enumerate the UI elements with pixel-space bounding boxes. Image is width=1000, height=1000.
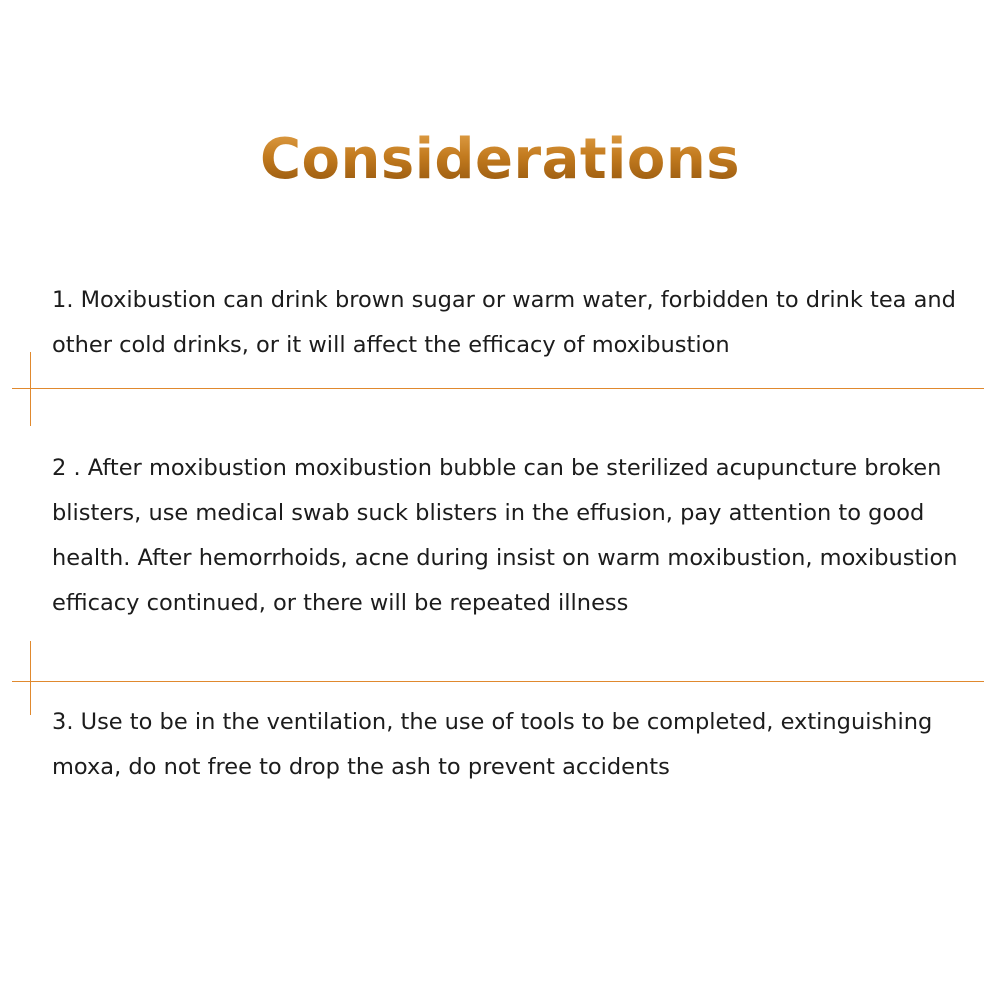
consideration-item-1: 1. Moxibustion can drink brown sugar or warm water, forbidden to drink tea and other cold drinks, or it will affect the efficacy of moxibustion <box>52 287 956 358</box>
consideration-item-2: 2 . After moxibustion moxibustion bubble can be sterilized acupuncture broken blisters, use medical swab suck blisters in the effusion, pay attention to good health. After hemorrhoids, acne during insist on warm moxibustion, moxibustion efficacy continued, or there will be repeated illness <box>52 455 958 616</box>
divider-1-vertical <box>30 352 31 426</box>
consideration-item-3: 3. Use to be in the ventilation, the use of tools to be completed, extinguishing moxa, do not free to drop the ash to prevent accidents <box>52 709 933 780</box>
divider-2-horizontal <box>12 681 984 682</box>
divider-1-horizontal <box>12 388 984 389</box>
page-title: Considerations <box>0 128 1000 192</box>
divider-2-vertical <box>30 641 31 715</box>
